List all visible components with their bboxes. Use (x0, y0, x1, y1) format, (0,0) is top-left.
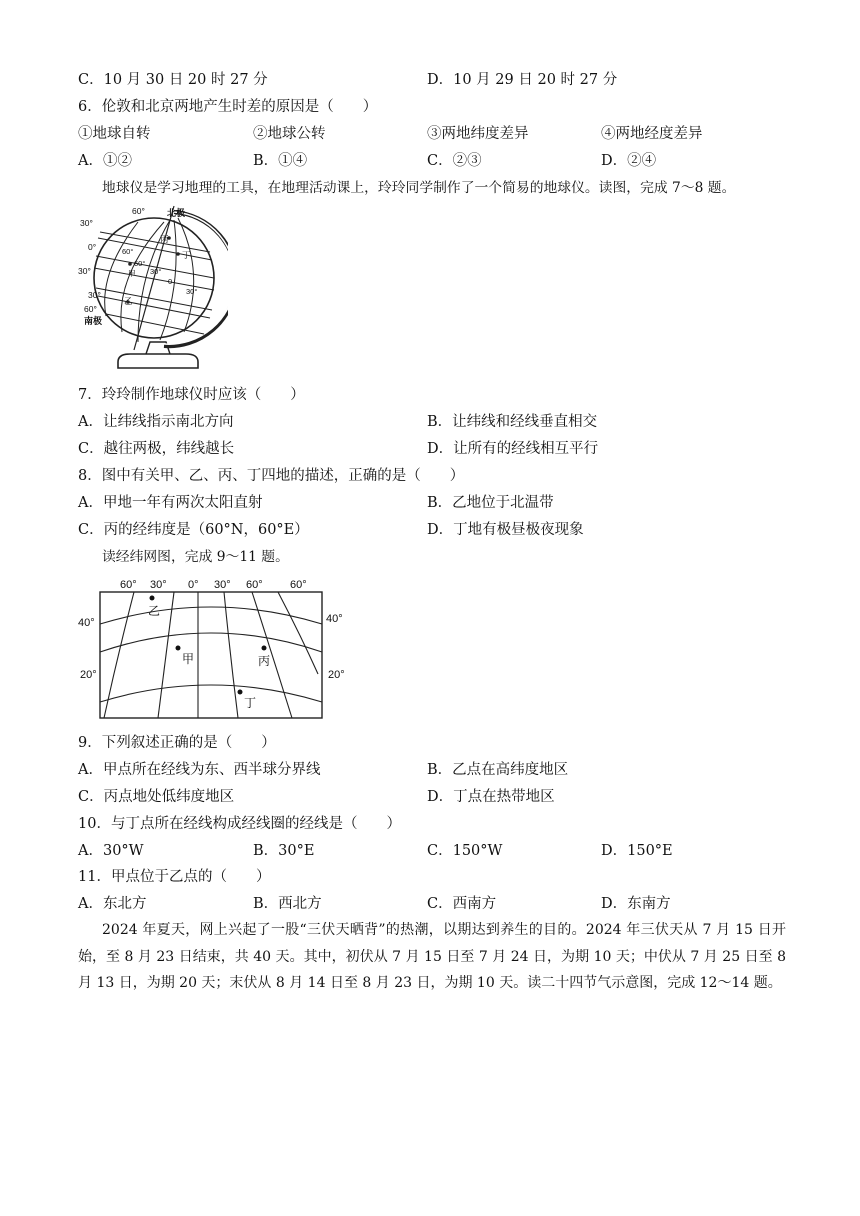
q9-option-d: D．丁点在热带地区 (427, 789, 555, 805)
intro-12-14 (78, 917, 786, 997)
q6-stem: 6．伦敦和北京两地产生时差的原因是（ ） (78, 99, 378, 115)
globe-label: 60° (132, 206, 145, 216)
q10-option-d: D．150°E (601, 843, 673, 859)
q11-option-c: C．西南方 (427, 896, 497, 912)
q7-option-c: C．越往两极，纬线越长 (78, 441, 235, 457)
grid-left-label: 20° (80, 669, 97, 681)
globe-label: 北极 (167, 208, 186, 218)
globe-label: 60° (122, 247, 134, 256)
globe-label: 丁 (182, 250, 191, 260)
q6-item-1: ①地球自转 (78, 126, 151, 142)
q6-item-2: ②地球公转 (253, 126, 326, 142)
q7-option-b: B．让纬线和经线垂直相交 (427, 414, 598, 430)
grid-right-label: 40° (326, 613, 343, 625)
grid-top-label: 0° (188, 579, 199, 591)
globe-label: 30° (88, 290, 101, 300)
grid-left-label: 40° (78, 617, 95, 629)
q8-option-c: C．丙的经纬度是（60°N，60°E） (78, 522, 309, 538)
q6-option-c: C．②③ (427, 153, 482, 169)
q6-item-3: ③两地纬度差异 (427, 126, 529, 142)
globe-label: 乙 (124, 296, 133, 306)
q9-option-b: B．乙点在高纬度地区 (427, 762, 569, 778)
q10-option-b: B．30°E (253, 843, 315, 859)
q11-option-b: B．西北方 (253, 896, 322, 912)
grid-top-label: 30° (150, 579, 167, 591)
point-ding: 丁 (244, 696, 257, 710)
grid-top-label: 30° (214, 579, 231, 591)
q8-option-b: B．乙地位于北温带 (427, 495, 554, 511)
globe-label: 60° (134, 259, 146, 268)
q9-option-c: C．丙点地处低纬度地区 (78, 789, 235, 805)
q6-option-a: A．①② (78, 153, 132, 169)
q8-option-d: D．丁地有极昼极夜现象 (427, 522, 584, 538)
q7-stem: 7．玲玲制作地球仪时应该（ ） (78, 387, 305, 403)
q5-option-d: D．10 月 29 日 20 时 27 分 (427, 72, 618, 88)
q6-item-4: ④两地经度差异 (601, 126, 703, 142)
q9-stem: 9．下列叙述正确的是（ ） (78, 735, 276, 751)
q7-option-d: D．让所有的经线相互平行 (427, 441, 599, 457)
globe-label: 丙 (160, 234, 169, 244)
q6-option-b: B．①④ (253, 153, 308, 169)
point-yi: 乙 (148, 604, 161, 618)
globe-label: 南极 (84, 316, 103, 326)
q10-option-a: A．30°W (78, 843, 144, 859)
q11-option-a: A．东北方 (78, 896, 147, 912)
grid-top-label: 60° (290, 579, 307, 591)
q7-option-a: A．让纬线指示南北方向 (78, 414, 234, 430)
q5-option-c: C．10 月 30 日 20 时 27 分 (78, 72, 268, 88)
globe-label: 30° (186, 287, 198, 296)
q8-stem: 8．图中有关甲、乙、丙、丁四地的描述，正确的是（ ） (78, 468, 465, 484)
globe-label: 0 (168, 277, 173, 286)
q11-stem: 11．甲点位于乙点的（ ） (78, 869, 271, 885)
q10-option-c: C．150°W (427, 843, 503, 859)
globe-label: 甲 (128, 269, 136, 278)
graticule-figure (78, 574, 348, 722)
intro-12-14-text: 2024 年夏天，网上兴起了一股“三伏天晒背”的热潮，以期达到养生的目的。2024 年三伏天从 7 月 15 日开始，至 8 月 23 日结束，共 40 天。其中，初伏从 7 月 15 日至 7 月 24 日，为期 10 天；中伏从 7 月 25 日至 8 月 13 日，为期 20 天；末伏从 8 月 14 日至 8 月 23 日，为期 10 天。读二十四节气示意图，完成 12～14 题。 (78, 922, 786, 991)
globe-label: 60° (84, 304, 97, 314)
q10-stem: 10．与丁点所在经线构成经线圈的经线是（ ） (78, 816, 401, 832)
q9-option-a: A．甲点所在经线为东、西半球分界线 (78, 762, 321, 778)
point-jia: 甲 (182, 652, 195, 666)
globe-label: 30° (78, 266, 91, 276)
q6-option-d: D．②④ (601, 153, 657, 169)
grid-right-label: 20° (328, 669, 345, 681)
globe-figure (78, 204, 228, 374)
point-bing: 丙 (258, 654, 271, 668)
globe-label: 30° (150, 267, 162, 276)
q8-option-a: A．甲地一年有两次太阳直射 (78, 495, 263, 511)
intro-7-8: 地球仪是学习地理的工具，在地理活动课上，玲玲同学制作了一个简易的地球仪。读图，完成 7～8 题。 (102, 180, 736, 196)
globe-label: 0° (88, 242, 97, 252)
grid-top-label: 60° (246, 579, 263, 591)
grid-top-label: 60° (120, 579, 137, 591)
intro-9-11: 读经纬网图，完成 9～11 题。 (102, 549, 289, 565)
globe-label: 30° (80, 218, 93, 228)
q11-option-d: D．东南方 (601, 896, 671, 912)
